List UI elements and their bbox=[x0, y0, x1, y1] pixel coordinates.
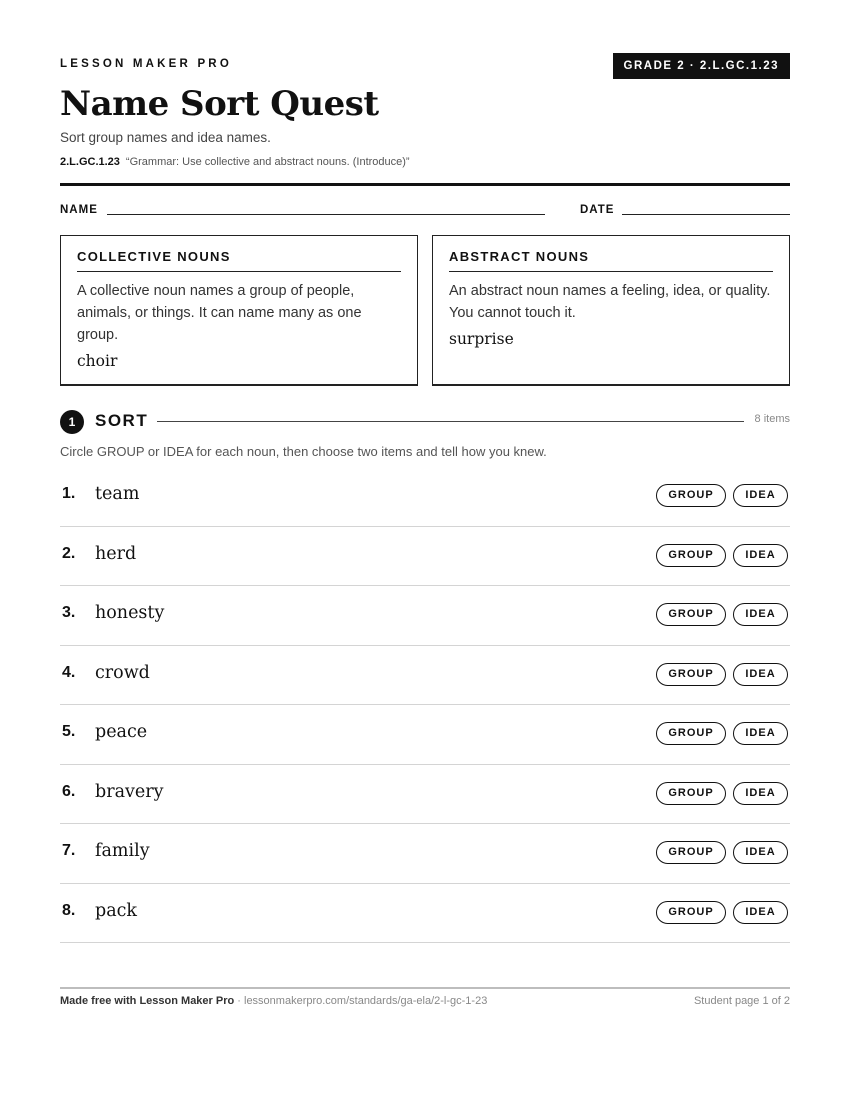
footer-made-with: Made free with Lesson Maker Pro bbox=[60, 995, 235, 1007]
item-count: 8 items bbox=[754, 413, 790, 425]
page-title: Name Sort Quest bbox=[60, 84, 379, 124]
item-number: 4. bbox=[62, 663, 76, 681]
item-word: team bbox=[95, 484, 140, 504]
item-number: 7. bbox=[62, 842, 76, 859]
list-item bbox=[60, 824, 790, 884]
definition-text: A collective noun names a group of people, animals, or things. It can name many as one group. bbox=[77, 283, 362, 343]
idea-choice-button[interactable]: IDEA bbox=[733, 663, 788, 686]
sort-item-list bbox=[60, 467, 790, 943]
footer-divider bbox=[60, 987, 790, 989]
footer-url[interactable]: · lessonmakerpro.com/standards/ga-ela/2-l-gc-1-23 bbox=[234, 995, 488, 1007]
section-number-badge: 1 bbox=[60, 410, 84, 434]
list-item bbox=[60, 705, 790, 765]
group-choice-button[interactable]: GROUP bbox=[656, 782, 726, 805]
idea-choice-button[interactable]: IDEA bbox=[733, 901, 788, 924]
item-word: bravery bbox=[95, 781, 164, 802]
name-label: NAME bbox=[60, 204, 98, 216]
definition-text: An abstract noun names a feeling, idea, or quality. You cannot touch it. bbox=[449, 283, 771, 321]
group-choice-button[interactable]: GROUP bbox=[656, 603, 726, 626]
standard-code: 2.L.GC.1.23 bbox=[60, 156, 120, 168]
idea-choice-button[interactable]: IDEA bbox=[733, 841, 788, 864]
section-title: SORT bbox=[95, 411, 149, 430]
item-word: pack bbox=[95, 900, 138, 921]
group-choice-button[interactable]: GROUP bbox=[656, 841, 726, 864]
list-item bbox=[60, 467, 790, 527]
item-number: 5. bbox=[62, 723, 76, 740]
list-item bbox=[60, 646, 790, 706]
worksheet-page bbox=[60, 0, 790, 1100]
list-item bbox=[60, 765, 790, 825]
group-choice-button[interactable]: GROUP bbox=[656, 663, 726, 686]
definition-heading: COLLECTIVE NOUNS bbox=[77, 249, 401, 272]
item-number: 8. bbox=[62, 901, 76, 919]
group-choice-button[interactable]: GROUP bbox=[656, 901, 726, 924]
item-word: peace bbox=[95, 722, 148, 742]
name-field[interactable] bbox=[107, 214, 545, 215]
idea-choice-button[interactable]: IDEA bbox=[733, 544, 788, 567]
list-item bbox=[60, 586, 790, 646]
header-divider bbox=[60, 183, 790, 186]
idea-choice-button[interactable]: IDEA bbox=[733, 484, 788, 507]
item-word: crowd bbox=[95, 662, 150, 683]
date-field[interactable] bbox=[622, 214, 790, 215]
item-word: family bbox=[95, 841, 150, 861]
definition-example: surprise bbox=[449, 330, 514, 348]
collective-nouns-box bbox=[60, 235, 418, 386]
date-label: DATE bbox=[580, 204, 615, 216]
definition-example: choir bbox=[77, 352, 118, 370]
page-subtitle: Sort group names and idea names. bbox=[60, 130, 271, 145]
section-rule bbox=[157, 421, 744, 422]
idea-choice-button[interactable]: IDEA bbox=[733, 782, 788, 805]
standard-line bbox=[60, 156, 410, 168]
idea-choice-button[interactable]: IDEA bbox=[733, 603, 788, 626]
footer-page-number: Student page 1 of 2 bbox=[693, 995, 790, 1007]
list-item bbox=[60, 884, 790, 944]
abstract-nouns-box bbox=[432, 235, 790, 386]
standard-text: “Grammar: Use collective and abstract nouns. (Introduce)” bbox=[125, 156, 410, 168]
section-instructions: Circle GROUP or IDEA for each noun, then choose two items and tell how you knew. bbox=[60, 444, 547, 459]
footer-credit bbox=[60, 995, 487, 1007]
item-number: 1. bbox=[62, 485, 76, 502]
group-choice-button[interactable]: GROUP bbox=[656, 722, 726, 745]
item-number: 3. bbox=[62, 604, 76, 621]
item-number: 6. bbox=[62, 782, 76, 800]
brand-name: LESSON MAKER PRO bbox=[60, 58, 232, 70]
item-word: herd bbox=[95, 543, 137, 564]
grade-badge: GRADE 2 · 2.L.GC.1.23 bbox=[613, 53, 790, 79]
group-choice-button[interactable]: GROUP bbox=[656, 484, 726, 507]
group-choice-button[interactable]: GROUP bbox=[656, 544, 726, 567]
list-item bbox=[60, 527, 790, 587]
item-word: honesty bbox=[95, 603, 165, 623]
idea-choice-button[interactable]: IDEA bbox=[733, 722, 788, 745]
definition-heading: ABSTRACT NOUNS bbox=[449, 249, 773, 272]
item-number: 2. bbox=[62, 544, 76, 562]
